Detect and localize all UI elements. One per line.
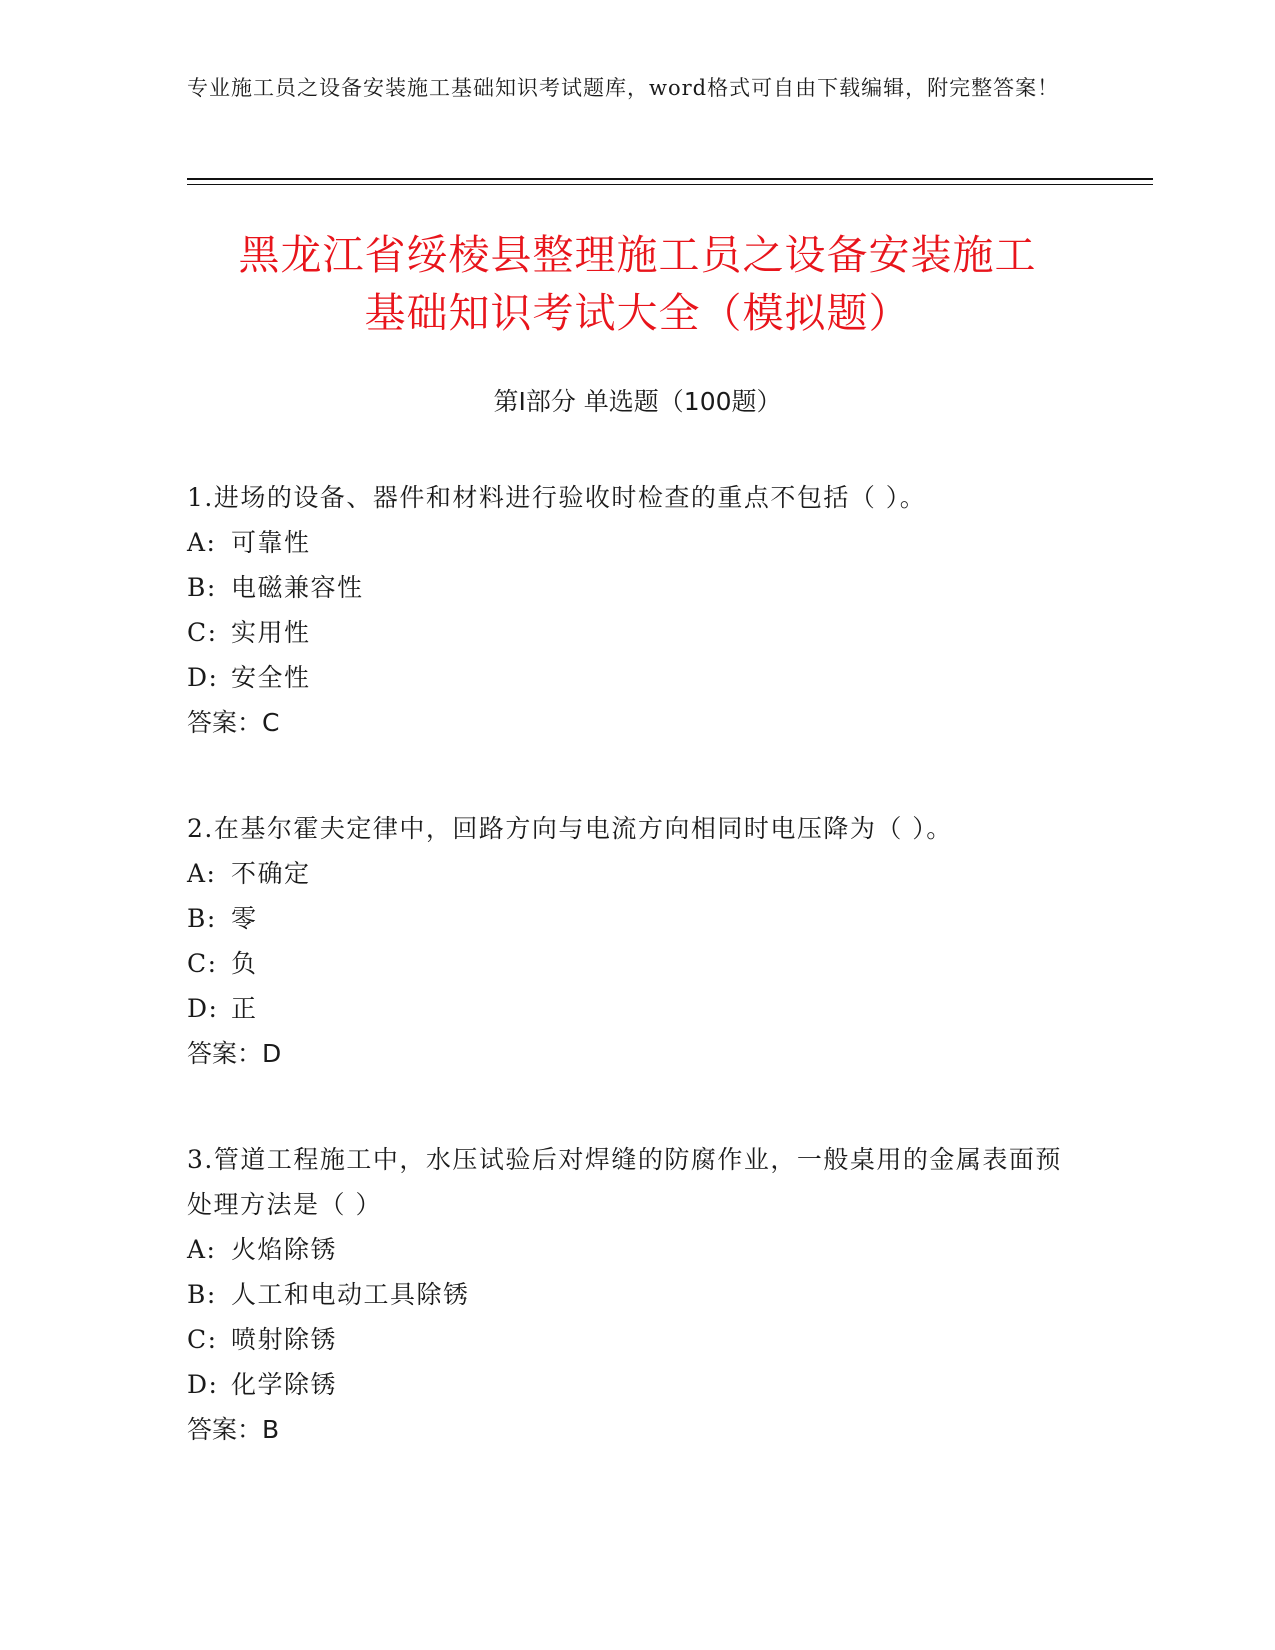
question-2 [187,806,1077,1076]
option-letter: B: [187,573,217,602]
option-text: 可靠性 [231,528,311,557]
option-letter: B: [187,904,217,933]
option-a [187,520,1077,565]
option-c [187,610,1077,655]
header-rule-thin [187,184,1153,185]
option-letter: C: [187,618,218,647]
option-d [187,655,1077,700]
question-3 [187,1137,1077,1452]
option-letter: D: [187,1370,219,1399]
answer-text: 答案：D [187,1039,282,1068]
option-b [187,565,1077,610]
title-line-2: 基础知识考试大全（模拟题） [364,289,911,337]
intro-text: 专业施工员之设备安装施工基础知识考试题库，word格式可自由下载编辑，附完整答案！ [187,76,1060,100]
option-b [187,1272,1077,1317]
option-letter: D: [187,994,219,1023]
option-letter: C: [187,949,218,978]
option-letter: A: [187,528,217,557]
option-letter: A: [187,1235,217,1264]
question-1 [187,475,1077,745]
section-heading: 第Ⅰ部分 单选题（100题） [493,387,782,416]
question-text: 3.管道工程施工中，水压试验后对焊缝的防腐作业，一般桌用的金属表面预处理方法是（ ） [187,1145,1062,1219]
option-text: 化学除锈 [231,1370,338,1399]
option-text: 零 [231,904,258,933]
question-text: 2.在基尔霍夫定律中，回路方向与电流方向相同时电压降为（ ）。 [187,814,953,843]
option-letter: C: [187,1325,218,1354]
document-title [150,226,1125,342]
option-c [187,1317,1077,1362]
option-letter: D: [187,663,219,692]
option-b [187,896,1077,941]
option-a [187,851,1077,896]
option-text: 火焰除锈 [231,1235,338,1264]
option-text: 正 [231,994,258,1023]
option-text: 实用性 [231,618,311,647]
option-a [187,1227,1077,1272]
option-text: 喷射除锈 [231,1325,338,1354]
option-text: 人工和电动工具除锈 [231,1280,470,1309]
option-d [187,986,1077,1031]
option-letter: A: [187,859,217,888]
answer-text: 答案：B [187,1415,280,1444]
title-line-1: 黑龙江省绥棱县整理施工员之设备安装施工 [238,231,1037,279]
option-text: 不确定 [231,859,311,888]
option-text: 电磁兼容性 [231,573,364,602]
question-text: 1.进场的设备、器件和材料进行验收时检查的重点不包括（ ）。 [187,483,927,512]
question-list [187,475,1077,1513]
option-text: 安全性 [231,663,311,692]
option-letter: B: [187,1280,217,1309]
option-c [187,941,1077,986]
answer-text: 答案：C [187,708,280,737]
option-text: 负 [231,949,258,978]
option-d [187,1362,1077,1407]
header-rule-thick [187,178,1153,180]
